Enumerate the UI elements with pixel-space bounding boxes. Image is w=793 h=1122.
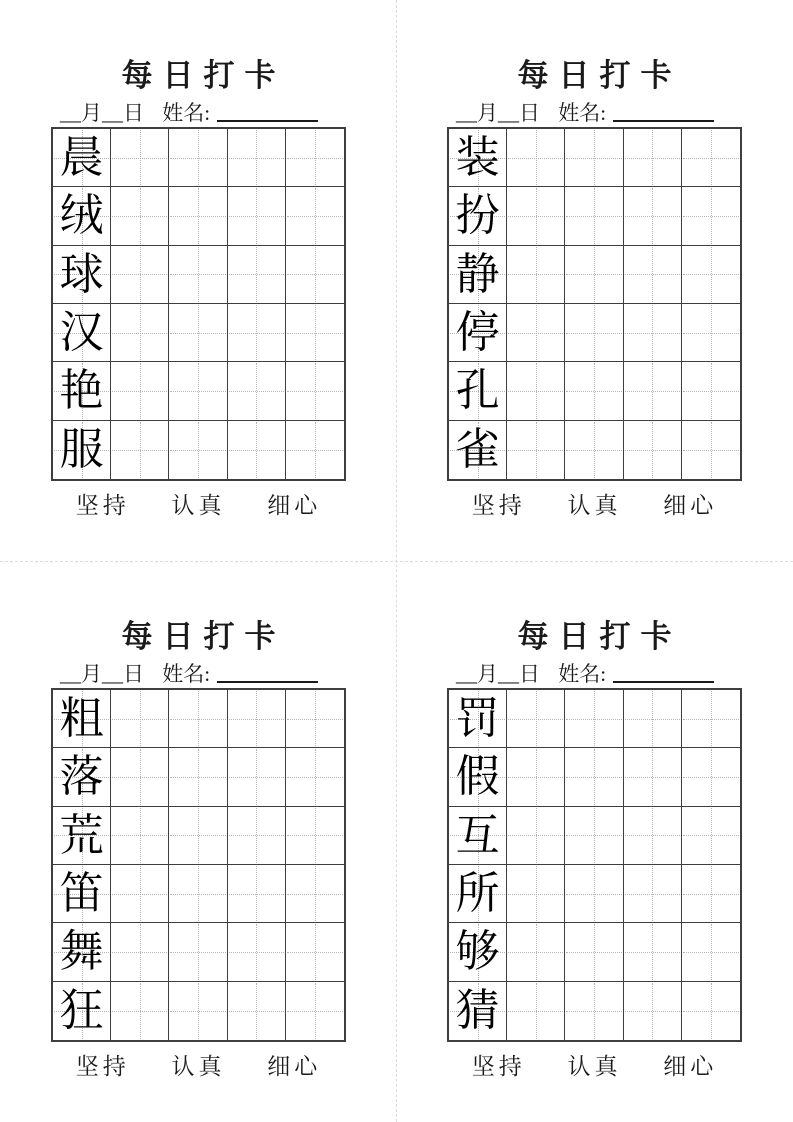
character-cell: [449, 304, 507, 362]
practice-cell: [507, 807, 565, 865]
card-title: 每日打卡: [517, 619, 682, 654]
model-character: 假: [455, 752, 500, 802]
practice-cell: [682, 421, 740, 479]
practice-cell: [565, 982, 623, 1040]
practice-cell: [286, 129, 344, 187]
model-character: 猜: [455, 985, 500, 1035]
model-character: 停: [455, 307, 500, 357]
practice-cell: [565, 923, 623, 981]
character-cell: [53, 923, 111, 981]
practice-cell: [228, 690, 286, 748]
date-name-line: [60, 658, 377, 688]
footer-word: 认真: [567, 493, 622, 518]
practice-cell: [228, 129, 286, 187]
practice-cell: [169, 807, 227, 865]
practice-cell: [565, 246, 623, 304]
footer-word: 细心: [663, 1054, 718, 1079]
name-label: 姓名:: [162, 662, 211, 686]
practice-cell: [682, 187, 740, 245]
practice-cell: [169, 690, 227, 748]
practice-cell: [624, 304, 682, 362]
practice-cell: [507, 748, 565, 806]
practice-cell: [169, 129, 227, 187]
practice-card-top-right: [396, 0, 793, 561]
character-cell: [53, 304, 111, 362]
practice-cell: [624, 982, 682, 1040]
practice-cell: [507, 421, 565, 479]
model-character: 球: [59, 249, 104, 299]
model-character: 雀: [455, 424, 500, 474]
footer-word: 认真: [567, 1054, 622, 1079]
practice-cell: [286, 982, 344, 1040]
practice-cell: [286, 187, 344, 245]
character-cell: [53, 129, 111, 187]
practice-cell: [111, 865, 169, 923]
character-cell: [53, 690, 111, 748]
character-cell: [449, 923, 507, 981]
name-blank-line: [613, 120, 714, 122]
practice-cell: [507, 187, 565, 245]
model-character: 狂: [59, 985, 104, 1035]
model-character: 笛: [59, 868, 104, 918]
character-cell: [449, 129, 507, 187]
date-blanks: __月__日: [456, 101, 540, 125]
practice-cell: [682, 304, 740, 362]
character-cell: [449, 807, 507, 865]
practice-cell: [682, 362, 740, 420]
character-cell: [53, 362, 111, 420]
practice-cell: [624, 748, 682, 806]
date-name-line: [60, 97, 377, 127]
practice-cell: [507, 865, 565, 923]
model-character: 孔: [455, 366, 500, 416]
practice-cell: [228, 923, 286, 981]
practice-card-bottom-left: [0, 561, 397, 1122]
character-cell: [53, 807, 111, 865]
practice-cell: [169, 187, 227, 245]
character-cell: [449, 690, 507, 748]
date-name-line: [456, 658, 773, 688]
practice-cell: [507, 923, 565, 981]
name-label: 姓名:: [162, 101, 211, 125]
practice-cell: [228, 982, 286, 1040]
practice-cell: [286, 304, 344, 362]
practice-cell: [111, 187, 169, 245]
model-character: 互: [455, 810, 500, 860]
practice-cell: [565, 129, 623, 187]
footer-motto: [0, 487, 397, 520]
character-cell: [53, 246, 111, 304]
model-character: 粗: [59, 694, 104, 743]
practice-cell: [169, 748, 227, 806]
character-cell: [53, 865, 111, 923]
practice-cell: [507, 304, 565, 362]
character-cell: [449, 982, 507, 1040]
practice-cell: [169, 923, 227, 981]
model-character: 够: [455, 927, 500, 977]
practice-cell: [565, 807, 623, 865]
character-cell: [53, 748, 111, 806]
practice-cell: [169, 246, 227, 304]
practice-card-top-left: [0, 0, 397, 561]
footer-word: 坚持: [75, 493, 130, 518]
card-title: 每日打卡: [517, 58, 682, 93]
practice-cell: [682, 982, 740, 1040]
practice-cell: [565, 421, 623, 479]
practice-grid: [447, 688, 742, 1042]
character-cell: [449, 748, 507, 806]
practice-cell: [624, 421, 682, 479]
footer-word: 认真: [171, 1054, 226, 1079]
practice-cell: [286, 865, 344, 923]
model-character: 舞: [59, 927, 104, 977]
practice-cell: [682, 748, 740, 806]
date-blanks: __月__日: [456, 662, 540, 686]
model-character: 晨: [59, 133, 104, 182]
model-character: 艳: [59, 366, 104, 416]
name-label: 姓名:: [558, 662, 607, 686]
footer-word: 认真: [171, 493, 226, 518]
character-cell: [53, 421, 111, 479]
footer-word: 细心: [267, 493, 322, 518]
practice-cell: [228, 304, 286, 362]
model-character: 扮: [455, 191, 500, 241]
practice-grid: [447, 127, 742, 481]
practice-card-bottom-right: [396, 561, 793, 1122]
footer-motto: [396, 487, 793, 520]
practice-cell: [111, 362, 169, 420]
practice-cell: [624, 129, 682, 187]
practice-grid: [51, 127, 346, 481]
practice-cell: [565, 362, 623, 420]
model-character: 绒: [59, 191, 104, 241]
practice-cell: [111, 923, 169, 981]
practice-cell: [228, 246, 286, 304]
practice-cell: [682, 923, 740, 981]
character-cell: [449, 865, 507, 923]
practice-cell: [624, 690, 682, 748]
model-character: 装: [455, 133, 500, 182]
practice-cell: [111, 807, 169, 865]
practice-cell: [565, 187, 623, 245]
footer-word: 细心: [267, 1054, 322, 1079]
practice-cell: [228, 865, 286, 923]
model-character: 静: [455, 249, 500, 299]
practice-cell: [228, 187, 286, 245]
name-blank-line: [217, 681, 318, 683]
practice-cell: [565, 748, 623, 806]
practice-cell: [228, 748, 286, 806]
practice-cell: [507, 982, 565, 1040]
practice-cell: [624, 923, 682, 981]
practice-cell: [565, 304, 623, 362]
character-cell: [449, 187, 507, 245]
practice-cell: [507, 690, 565, 748]
practice-cell: [624, 187, 682, 245]
practice-cell: [169, 362, 227, 420]
card-title: 每日打卡: [121, 619, 286, 654]
practice-cell: [228, 362, 286, 420]
practice-cell: [111, 982, 169, 1040]
practice-cell: [682, 690, 740, 748]
practice-cell: [286, 923, 344, 981]
practice-cell: [624, 362, 682, 420]
character-cell: [53, 982, 111, 1040]
practice-cell: [111, 246, 169, 304]
footer-word: 坚持: [471, 1054, 526, 1079]
practice-cell: [682, 807, 740, 865]
practice-cell: [565, 865, 623, 923]
footer-motto: [396, 1048, 793, 1081]
practice-cell: [228, 807, 286, 865]
practice-cell: [286, 246, 344, 304]
practice-cell: [169, 865, 227, 923]
footer-word: 细心: [663, 493, 718, 518]
practice-cell: [111, 748, 169, 806]
practice-cell: [169, 421, 227, 479]
practice-cell: [286, 807, 344, 865]
practice-grid: [51, 688, 346, 1042]
footer-motto: [0, 1048, 397, 1081]
practice-cell: [507, 246, 565, 304]
name-blank-line: [217, 120, 318, 122]
practice-cell: [286, 748, 344, 806]
character-cell: [449, 246, 507, 304]
character-cell: [449, 421, 507, 479]
practice-cell: [169, 304, 227, 362]
practice-cell: [682, 246, 740, 304]
practice-cell: [507, 129, 565, 187]
practice-cell: [111, 304, 169, 362]
practice-cell: [682, 865, 740, 923]
footer-word: 坚持: [471, 493, 526, 518]
card-title: 每日打卡: [121, 58, 286, 93]
date-name-line: [456, 97, 773, 127]
practice-cell: [624, 865, 682, 923]
practice-cell: [682, 129, 740, 187]
name-blank-line: [613, 681, 714, 683]
date-blanks: __月__日: [60, 101, 144, 125]
practice-cell: [507, 362, 565, 420]
practice-cell: [286, 362, 344, 420]
practice-cell: [624, 807, 682, 865]
date-blanks: __月__日: [60, 662, 144, 686]
model-character: 汉: [59, 307, 104, 357]
practice-cell: [286, 421, 344, 479]
practice-cell: [624, 246, 682, 304]
model-character: 服: [59, 424, 104, 474]
footer-word: 坚持: [75, 1054, 130, 1079]
practice-cell: [169, 982, 227, 1040]
practice-cell: [111, 129, 169, 187]
model-character: 罚: [455, 694, 500, 743]
practice-cell: [228, 421, 286, 479]
practice-cell: [111, 690, 169, 748]
practice-cell: [565, 690, 623, 748]
character-cell: [53, 187, 111, 245]
character-cell: [449, 362, 507, 420]
model-character: 荒: [59, 810, 104, 860]
name-label: 姓名:: [558, 101, 607, 125]
practice-cell: [111, 421, 169, 479]
practice-cell: [286, 690, 344, 748]
model-character: 落: [59, 752, 104, 802]
model-character: 所: [455, 868, 500, 918]
